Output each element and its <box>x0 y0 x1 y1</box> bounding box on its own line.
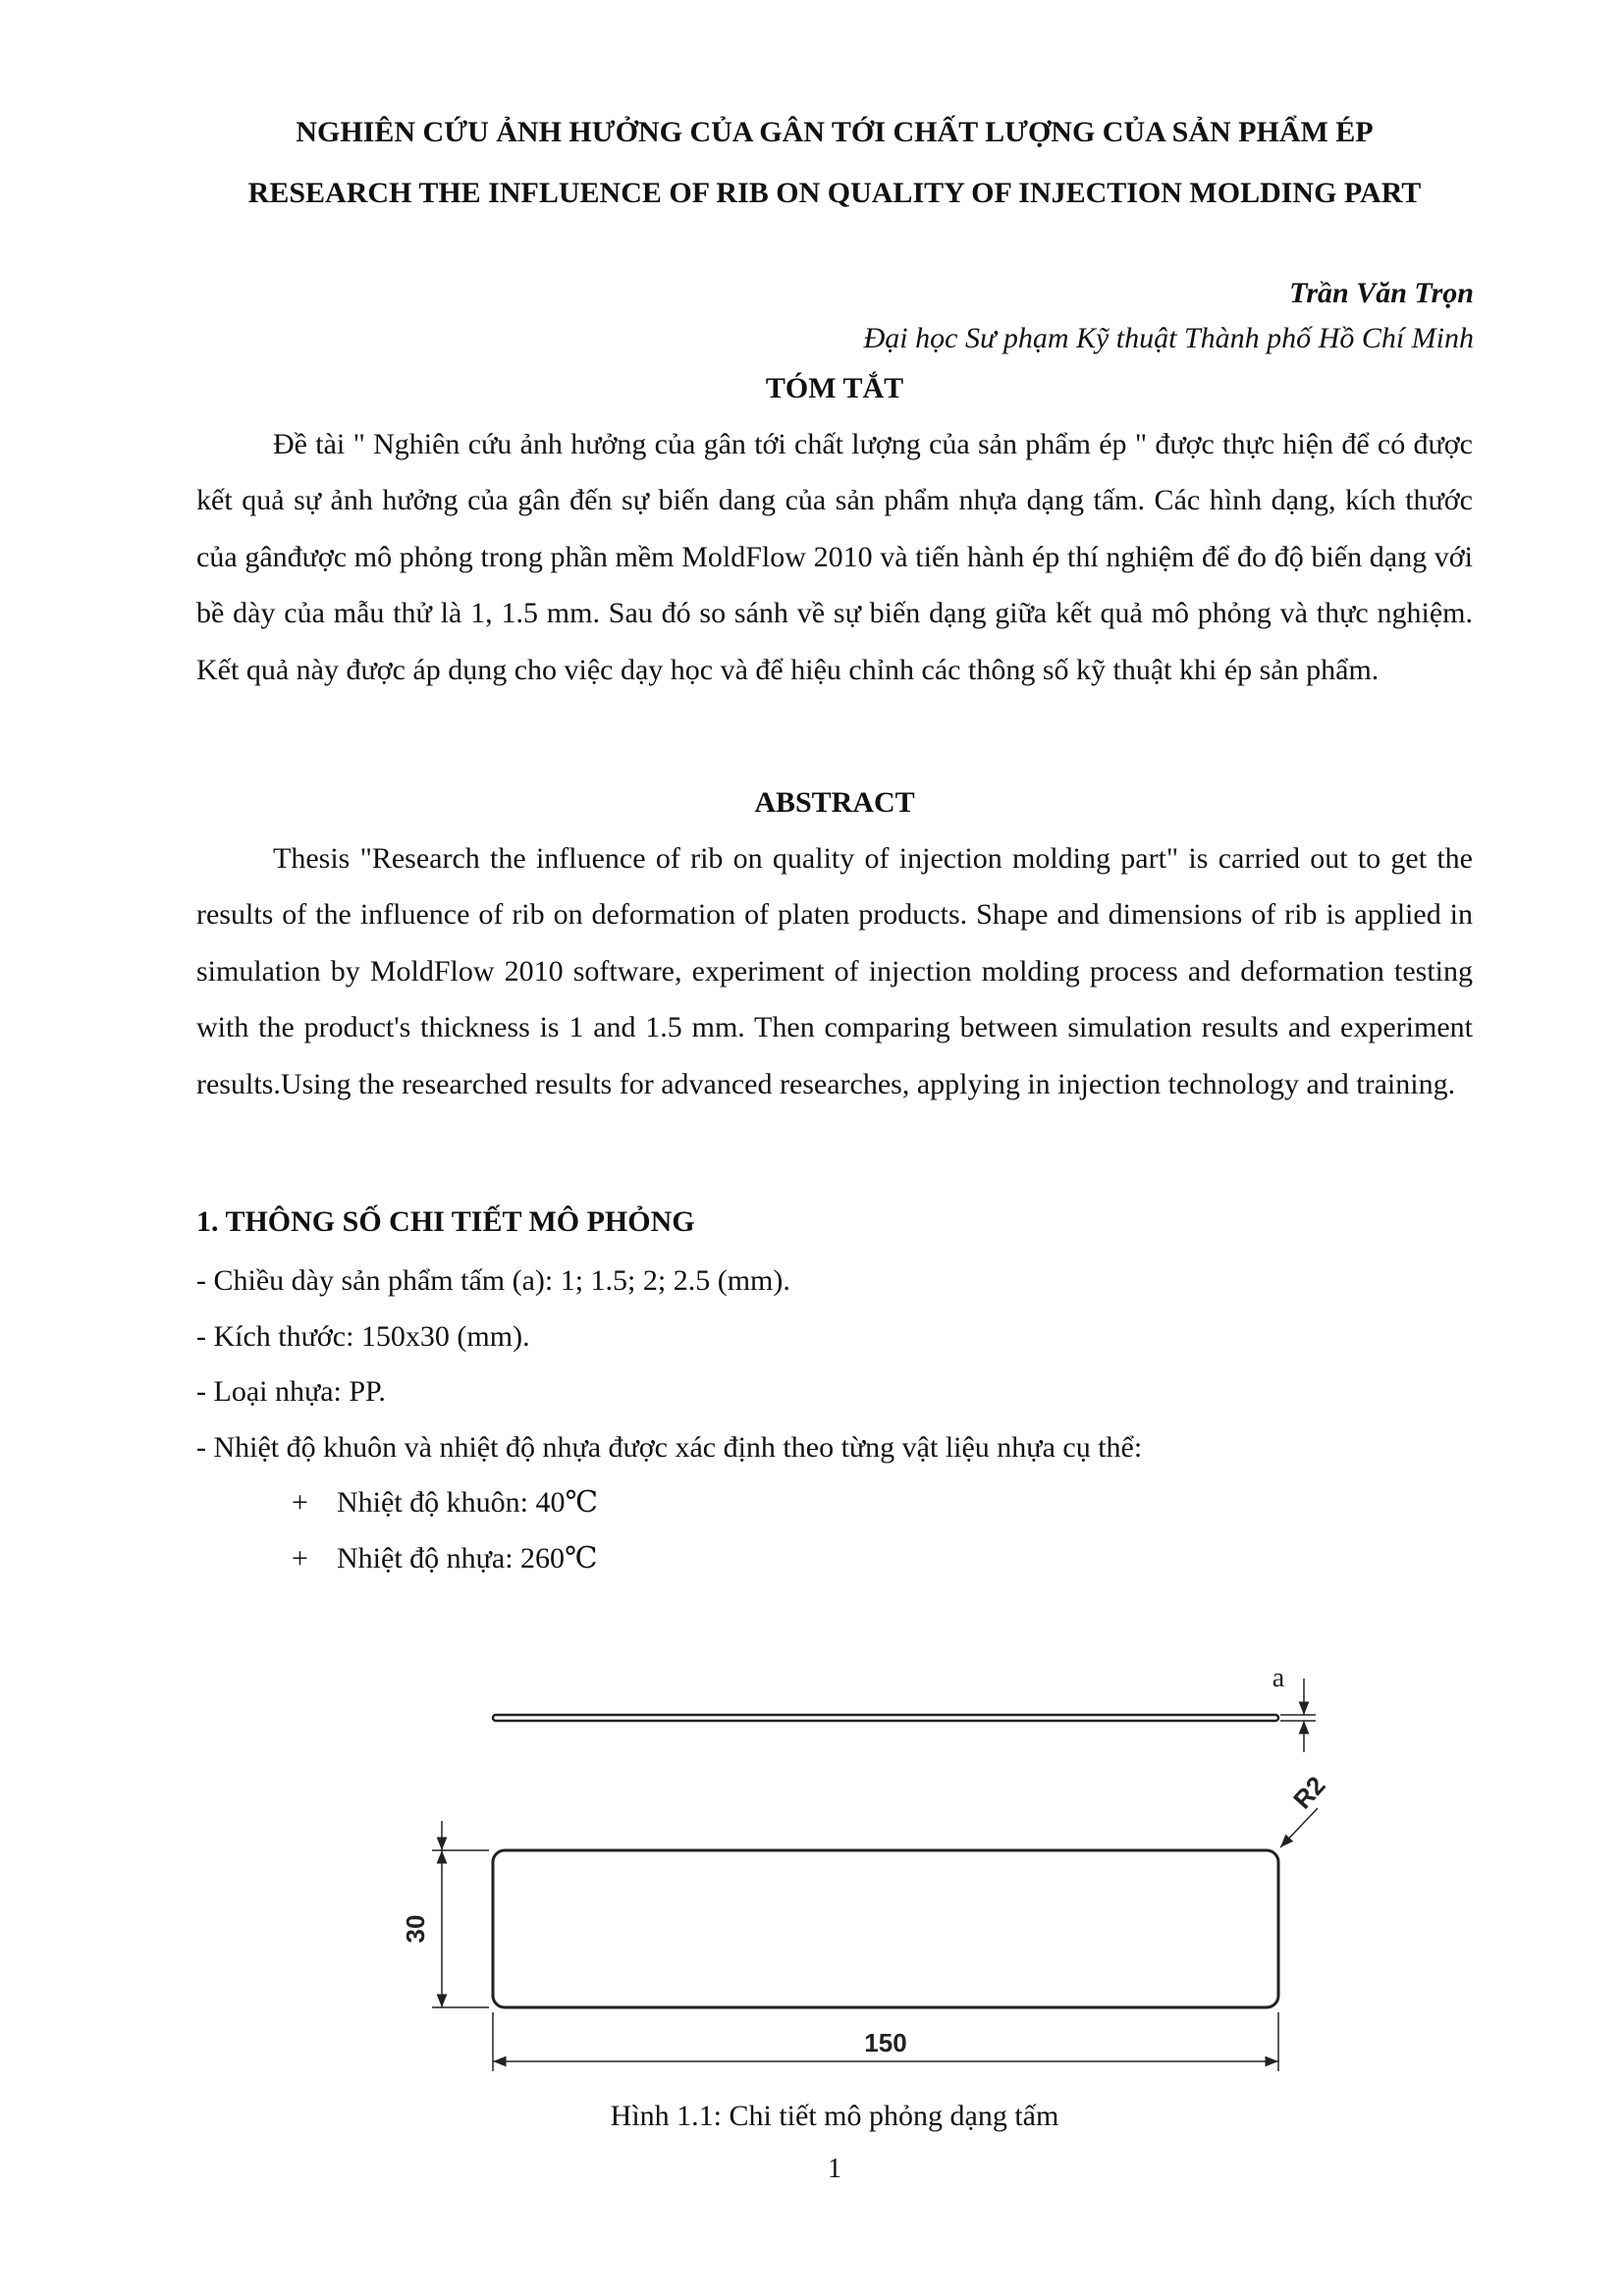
summary-paragraph: Đề tài " Nghiên cứu ảnh hưởng của gân tới chất lượng của sản phẩm ép " được thực hiện để có được kết quả sự ảnh hưởng của gân đến sự biến dang của sản phẩm nhựa dạng tấm. Các hình dạng, kích thước của gânđược mô phỏng trong phần mềm MoldFlow 2010 và tiến hành ép thí nghiệm để đo độ biến dạng với bề dày của mẫu thử là 1, 1.5 mm. Sau đó so sánh về sự biến dạng giữa kết quả mô phỏng và thực nghiệm. Kết quả này được áp dụng cho việc dạy học và để hiệu chỉnh các thông số kỹ thuật khi ép sản phẩm. <box>196 428 1473 686</box>
technical-drawing <box>383 1629 1331 2091</box>
abstract-paragraph: Thesis "Research the influence of rib on quality of injection molding part" is carried out to get the results of the influence of rib on deformation of platen products. Shape and dimensions of rib is applied in simulation by MoldFlow 2010 software, experiment of injection molding process and deformation testing with the product's thickness is 1 and 1.5 mm. Then comparing between simulation results and experiment results.Using the researched results for advanced researches, applying in injection technology and training. <box>196 842 1473 1100</box>
title-vietnamese: NGHIÊN CỨU ẢNH HƯỞNG CỦA GÂN TỚI CHẤT LƯỢNG CỦA SẢN PHẨM ÉP <box>296 116 1374 148</box>
section-1-heading: 1. THÔNG SỐ CHI TIẾT MÔ PHỎNG <box>196 1205 695 1238</box>
summary-heading: TÓM TẮT <box>765 372 904 404</box>
list-item: - Loại nhựa: PP. <box>196 1375 386 1408</box>
author-name: Trần Văn Trọn <box>1289 277 1474 309</box>
plate-top-view <box>493 1850 1278 2007</box>
height-label: 30 <box>401 1914 430 1944</box>
sub-list-item <box>292 1475 598 1531</box>
author-affiliation: Đại học Sư phạm Kỹ thuật Thành phố Hồ Chí Minh <box>863 322 1474 354</box>
list-item: - Nhiệt độ khuôn và nhiệt độ nhựa được xác định theo từng vật liệu nhựa cụ thể: <box>196 1430 1143 1464</box>
plus-marker: + <box>292 1541 308 1575</box>
plate-side-view <box>493 1715 1278 1721</box>
abstract-heading: ABSTRACT <box>754 786 915 819</box>
mold-temperature: Nhiệt độ khuôn: 40℃ <box>337 1486 599 1519</box>
temperature-list <box>292 1475 598 1586</box>
radius-leader <box>1280 1808 1318 1847</box>
sub-list-item <box>292 1531 598 1587</box>
thickness-dimension <box>1280 1679 1316 1752</box>
figure-plate-drawing <box>383 1629 1331 2091</box>
title-english: RESEARCH THE INFLUENCE OF RIB ON QUALITY OF INJECTION MOLDING PART <box>247 177 1422 209</box>
melt-temperature: Nhiệt độ nhựa: 260℃ <box>337 1541 598 1575</box>
thickness-label: a <box>1272 1663 1285 1693</box>
radius-label: R2 <box>1287 1770 1331 1815</box>
parameter-list <box>196 1254 1473 1475</box>
figure-caption: Hình 1.1: Chi tiết mô phỏng dạng tấm <box>610 2100 1059 2132</box>
list-item: - Kích thước: 150x30 (mm). <box>196 1319 530 1353</box>
page-number: 1 <box>828 2154 841 2184</box>
plus-marker: + <box>292 1486 308 1519</box>
list-item: - Chiều dày sản phẩm tấm (a): 1; 1.5; 2; 2.5 (mm). <box>196 1264 790 1297</box>
width-label: 150 <box>864 2028 907 2057</box>
height-dimension <box>432 1821 489 2007</box>
